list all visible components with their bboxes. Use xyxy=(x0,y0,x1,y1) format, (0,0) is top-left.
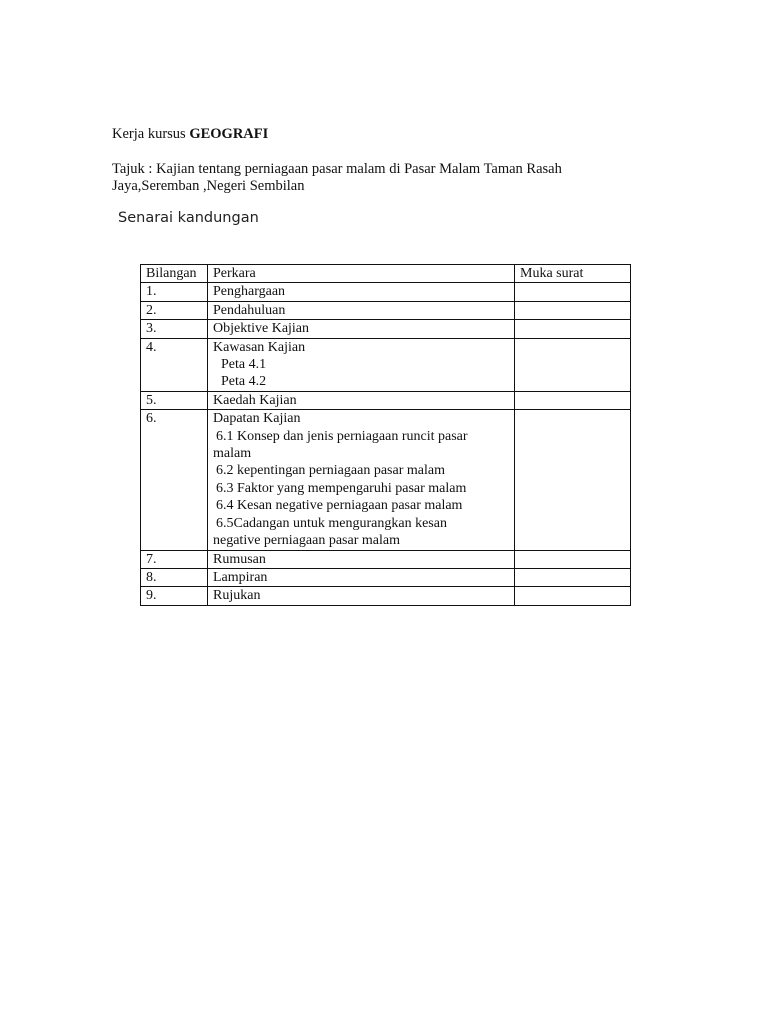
row-item: Objektive Kajian xyxy=(208,320,515,338)
row-number: 9. xyxy=(141,587,208,605)
row-item: Penghargaan xyxy=(208,283,515,301)
title-line-2: Jaya,Seremban ,Negeri Sembilan xyxy=(112,178,305,194)
course-prefix: Kerja kursus xyxy=(112,126,190,142)
course-subject: GEOGRAFI xyxy=(189,126,269,142)
row-number: 8. xyxy=(141,568,208,586)
row-page xyxy=(515,568,631,586)
table-row xyxy=(141,550,631,568)
row-item: Rujukan xyxy=(208,587,515,605)
sub-item: 6.1 Konsep dan jenis perniagaan runcit pasar xyxy=(216,428,468,444)
row-page xyxy=(515,338,631,391)
column-header-bilangan: Bilangan xyxy=(141,265,208,283)
row-number: 7. xyxy=(141,550,208,568)
sub-item-continuation: malam xyxy=(213,446,252,462)
sub-item: 6.5Cadangan untuk mengurangkan kesan xyxy=(216,515,447,531)
table-row xyxy=(141,320,631,338)
row-page xyxy=(515,320,631,338)
table-header-row xyxy=(141,265,631,283)
row-item-group xyxy=(208,410,515,550)
row-number: 6. xyxy=(141,410,208,550)
table-row xyxy=(141,301,631,319)
row-number: 3. xyxy=(141,320,208,338)
row-item: Lampiran xyxy=(208,568,515,586)
row-page xyxy=(515,301,631,319)
row-item: Rumusan xyxy=(208,550,515,568)
table-row xyxy=(141,338,631,391)
contents-table xyxy=(140,264,631,606)
row-item: Pendahuluan xyxy=(208,301,515,319)
table-row xyxy=(141,283,631,301)
column-header-muka-surat: Muka surat xyxy=(515,265,631,283)
row-page xyxy=(515,550,631,568)
column-header-perkara: Perkara xyxy=(208,265,515,283)
table-row xyxy=(141,568,631,586)
course-line xyxy=(112,126,268,143)
table-row xyxy=(141,410,631,550)
sub-item-continuation: negative perniagaan pasar malam xyxy=(213,533,400,549)
row-item: Dapatan Kajian xyxy=(213,411,301,427)
row-number: 5. xyxy=(141,391,208,409)
section-heading: Senarai kandungan xyxy=(118,210,259,226)
sub-item: Peta 4.1 xyxy=(221,357,267,373)
row-number: 1. xyxy=(141,283,208,301)
row-number: 2. xyxy=(141,301,208,319)
sub-item: Peta 4.2 xyxy=(221,374,267,390)
row-item: Kawasan Kajian xyxy=(213,339,306,355)
sub-item: 6.3 Faktor yang mempengaruhi pasar malam xyxy=(216,480,467,496)
sub-item: 6.2 kepentingan perniagaan pasar malam xyxy=(216,463,445,479)
table-row xyxy=(141,587,631,605)
row-number: 4. xyxy=(141,338,208,391)
sub-item: 6.4 Kesan negative perniagaan pasar malam xyxy=(216,498,463,514)
row-page xyxy=(515,410,631,550)
table-row xyxy=(141,391,631,409)
row-page xyxy=(515,587,631,605)
row-item-group xyxy=(208,338,515,391)
row-page xyxy=(515,283,631,301)
row-page xyxy=(515,391,631,409)
title-line-1: Tajuk : Kajian tentang perniagaan pasar malam di Pasar Malam Taman Rasah xyxy=(112,161,562,177)
row-item: Kaedah Kajian xyxy=(208,391,515,409)
